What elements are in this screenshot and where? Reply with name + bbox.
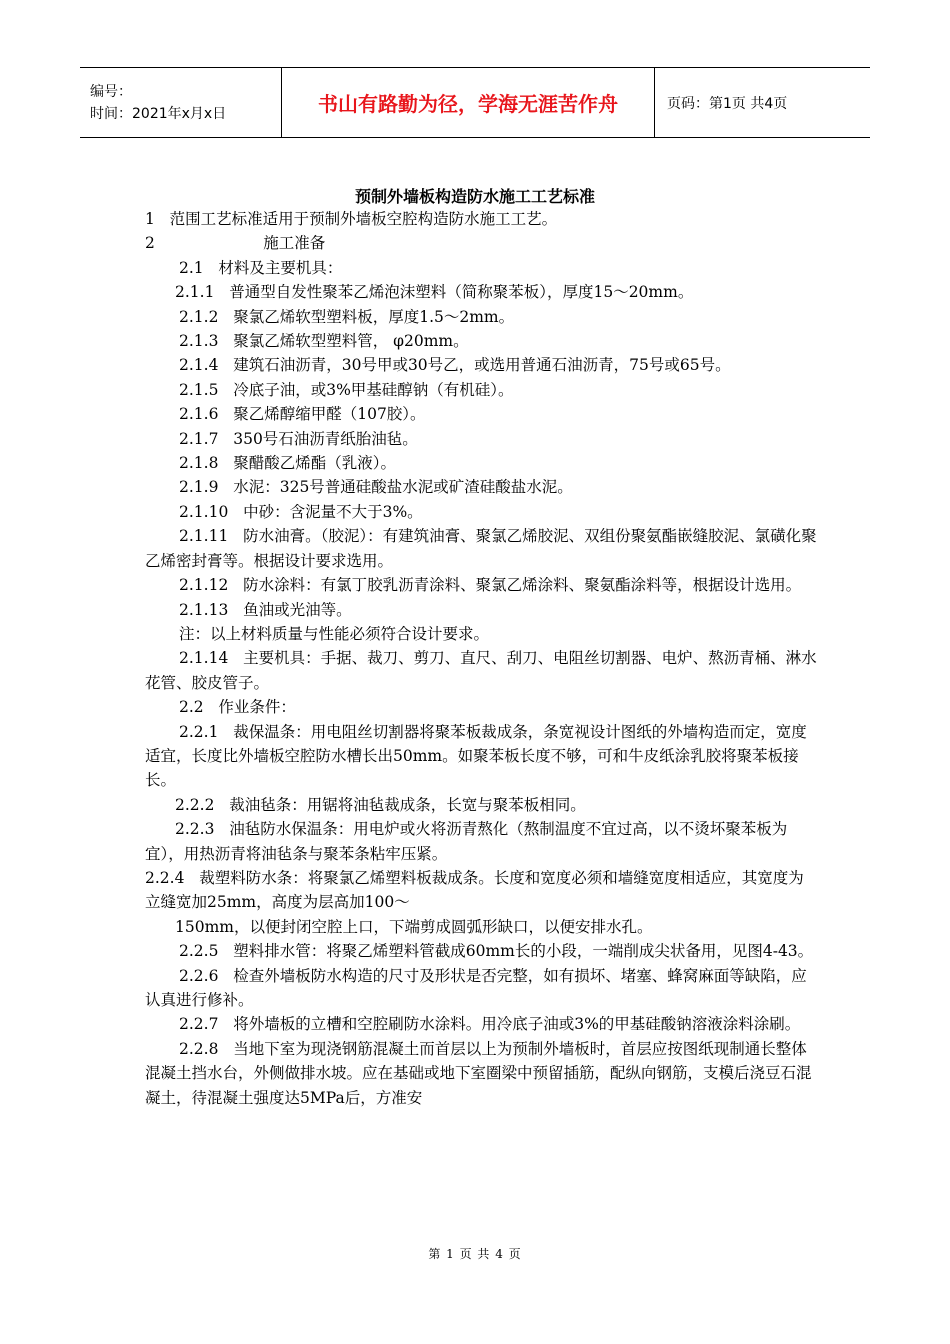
header-meta-cell (80, 68, 282, 137)
paragraph: 2.1.4 建筑石油沥青，30号甲或30号乙，或选用普通石油沥青，75号或65号。 (179, 356, 731, 375)
paragraph: 2.1.2 聚氯乙烯软型塑料板，厚度1.5～2mm。 (179, 307, 515, 326)
paragraph: 2.1.13 鱼油或光油等。 (179, 600, 352, 619)
motto-text: 书山有路勤为径，学海无涯苦作舟 (318, 92, 618, 116)
document-title: 预制外墙板构造防水施工工艺标准 (354, 187, 595, 206)
page-footer: 第 1 页 共 4 页 (428, 1247, 522, 1261)
paragraph: 2.2.3 油毡防水保温条：用电炉或火将沥青熬化（熬制温度不宜过高，以不烫坏聚苯板为宜），用热沥青将油毡条与聚苯条粘牢压紧。 (145, 820, 788, 863)
document-header (80, 67, 870, 138)
paragraph: 注：以上材料质量与性能必须符合设计要求。 (179, 624, 490, 643)
paragraph: 2.2.4 裁塑料防水条：将聚氯乙烯塑料板裁成条。长度和宽度必须和墙缝宽度相适应，其宽度为立缝宽加25mm，高度为层高加100～ (145, 868, 804, 912)
paragraph: 2.2.7 将外墙板的立槽和空腔刷防水涂料。用冷底子油或3%的甲基硅酸钠溶液涂料涂刷。 (179, 1015, 801, 1034)
paragraph: 2.1.6 聚乙烯醇缩甲醛（107胶）。 (179, 405, 426, 424)
paragraph: 2.1.11 防水油膏。（胶泥）：有建筑油膏、聚氯乙烯胶泥、双组份聚氨酯嵌缝胶泥、氯磺化聚乙烯密封膏等。根据设计要求选用。 (145, 527, 817, 570)
paragraph: 2 施工准备 (145, 234, 326, 253)
paragraph: 2.1.1 普通型自发性聚苯乙烯泡沫塑料（简称聚苯板），厚度15～20mm。 (175, 283, 694, 302)
paragraph: 2.2.2 裁油毡条：用锯将油毡裁成条，长宽与聚苯板相同。 (175, 795, 586, 814)
paragraph: 2.1.8 聚醋酸乙烯酯（乳液）。 (179, 454, 396, 473)
paragraph: 1 范围工艺标准适用于预制外墙板空腔构造防水施工工艺。 (145, 210, 558, 228)
paragraph: 2.2.5 塑料排水管：将聚乙烯塑料管截成60mm长的小段，一端削成尖状备用，见图4-43。 (179, 942, 814, 961)
paragraph: 2.1.14 主要机具：手据、裁刀、剪刀、直尺、刮刀、电阻丝切割器、电炉、熬沥青桶、淋水花管、胶皮管子。 (145, 649, 817, 692)
paragraph: 2.1.5 冷底子油，或3%甲基硅醇钠（有机硅）。 (179, 380, 514, 399)
paragraph: 2.1.12 防水涂料：有氯丁胶乳沥青涂料、聚氯乙烯涂料、聚氨酯涂料等，根据设计选用。 (179, 576, 802, 595)
paragraph: 2.1.7 350号石油沥青纸胎油毡。 (179, 429, 418, 448)
paragraph: 2.1 材料及主要机具： (179, 258, 343, 277)
paragraph: 2.1.10 中砂：含泥量不大于3%。 (179, 502, 423, 521)
paragraph: 2.2.8 当地下室为现浇钢筋混凝土而首层以上为预制外墙板时，首层应按图纸现制通长整体混凝土挡水台，外侧做排水坡。应在基础或地下室圈梁中预留插筋，配纵向钢筋，支模后浇豆石混凝土，待混凝土强度达5MPa后，方准安 (145, 1039, 812, 1107)
number-label: 编号： (90, 83, 132, 100)
time-label: 时间：2021年x月x日 (90, 105, 227, 122)
document-body (145, 207, 817, 1110)
paragraph: 2.2 作业条件： (179, 698, 296, 717)
page-info: 页码：第1页 共4页 (667, 95, 788, 112)
paragraph: 2.2.6 检查外墙板防水构造的尺寸及形状是否完整，如有损坏、堵塞、蜂窝麻面等缺陷，应认真进行修补。 (145, 966, 807, 1009)
paragraph: 150mm，以便封闭空腔上口，下端剪成圆弧形缺口，以便安排水孔。 (175, 917, 653, 936)
paragraph: 2.1.3 聚氯乙烯软型塑料管， φ20mm。 (179, 332, 469, 351)
paragraph: 2.1.9 水泥：325号普通硅酸盐水泥或矿渣硅酸盐水泥。 (179, 478, 573, 497)
header-motto-cell (282, 68, 655, 137)
paragraph: 2.2.1 裁保温条：用电阻丝切割器将聚苯板裁成条，条宽视设计图纸的外墙构造而定，宽度适宜，长度比外墙板空腔防水槽长出50mm。如聚苯板长度不够，可和牛皮纸涂乳胶将聚苯板接长。 (145, 722, 807, 790)
header-page-cell (655, 68, 870, 137)
